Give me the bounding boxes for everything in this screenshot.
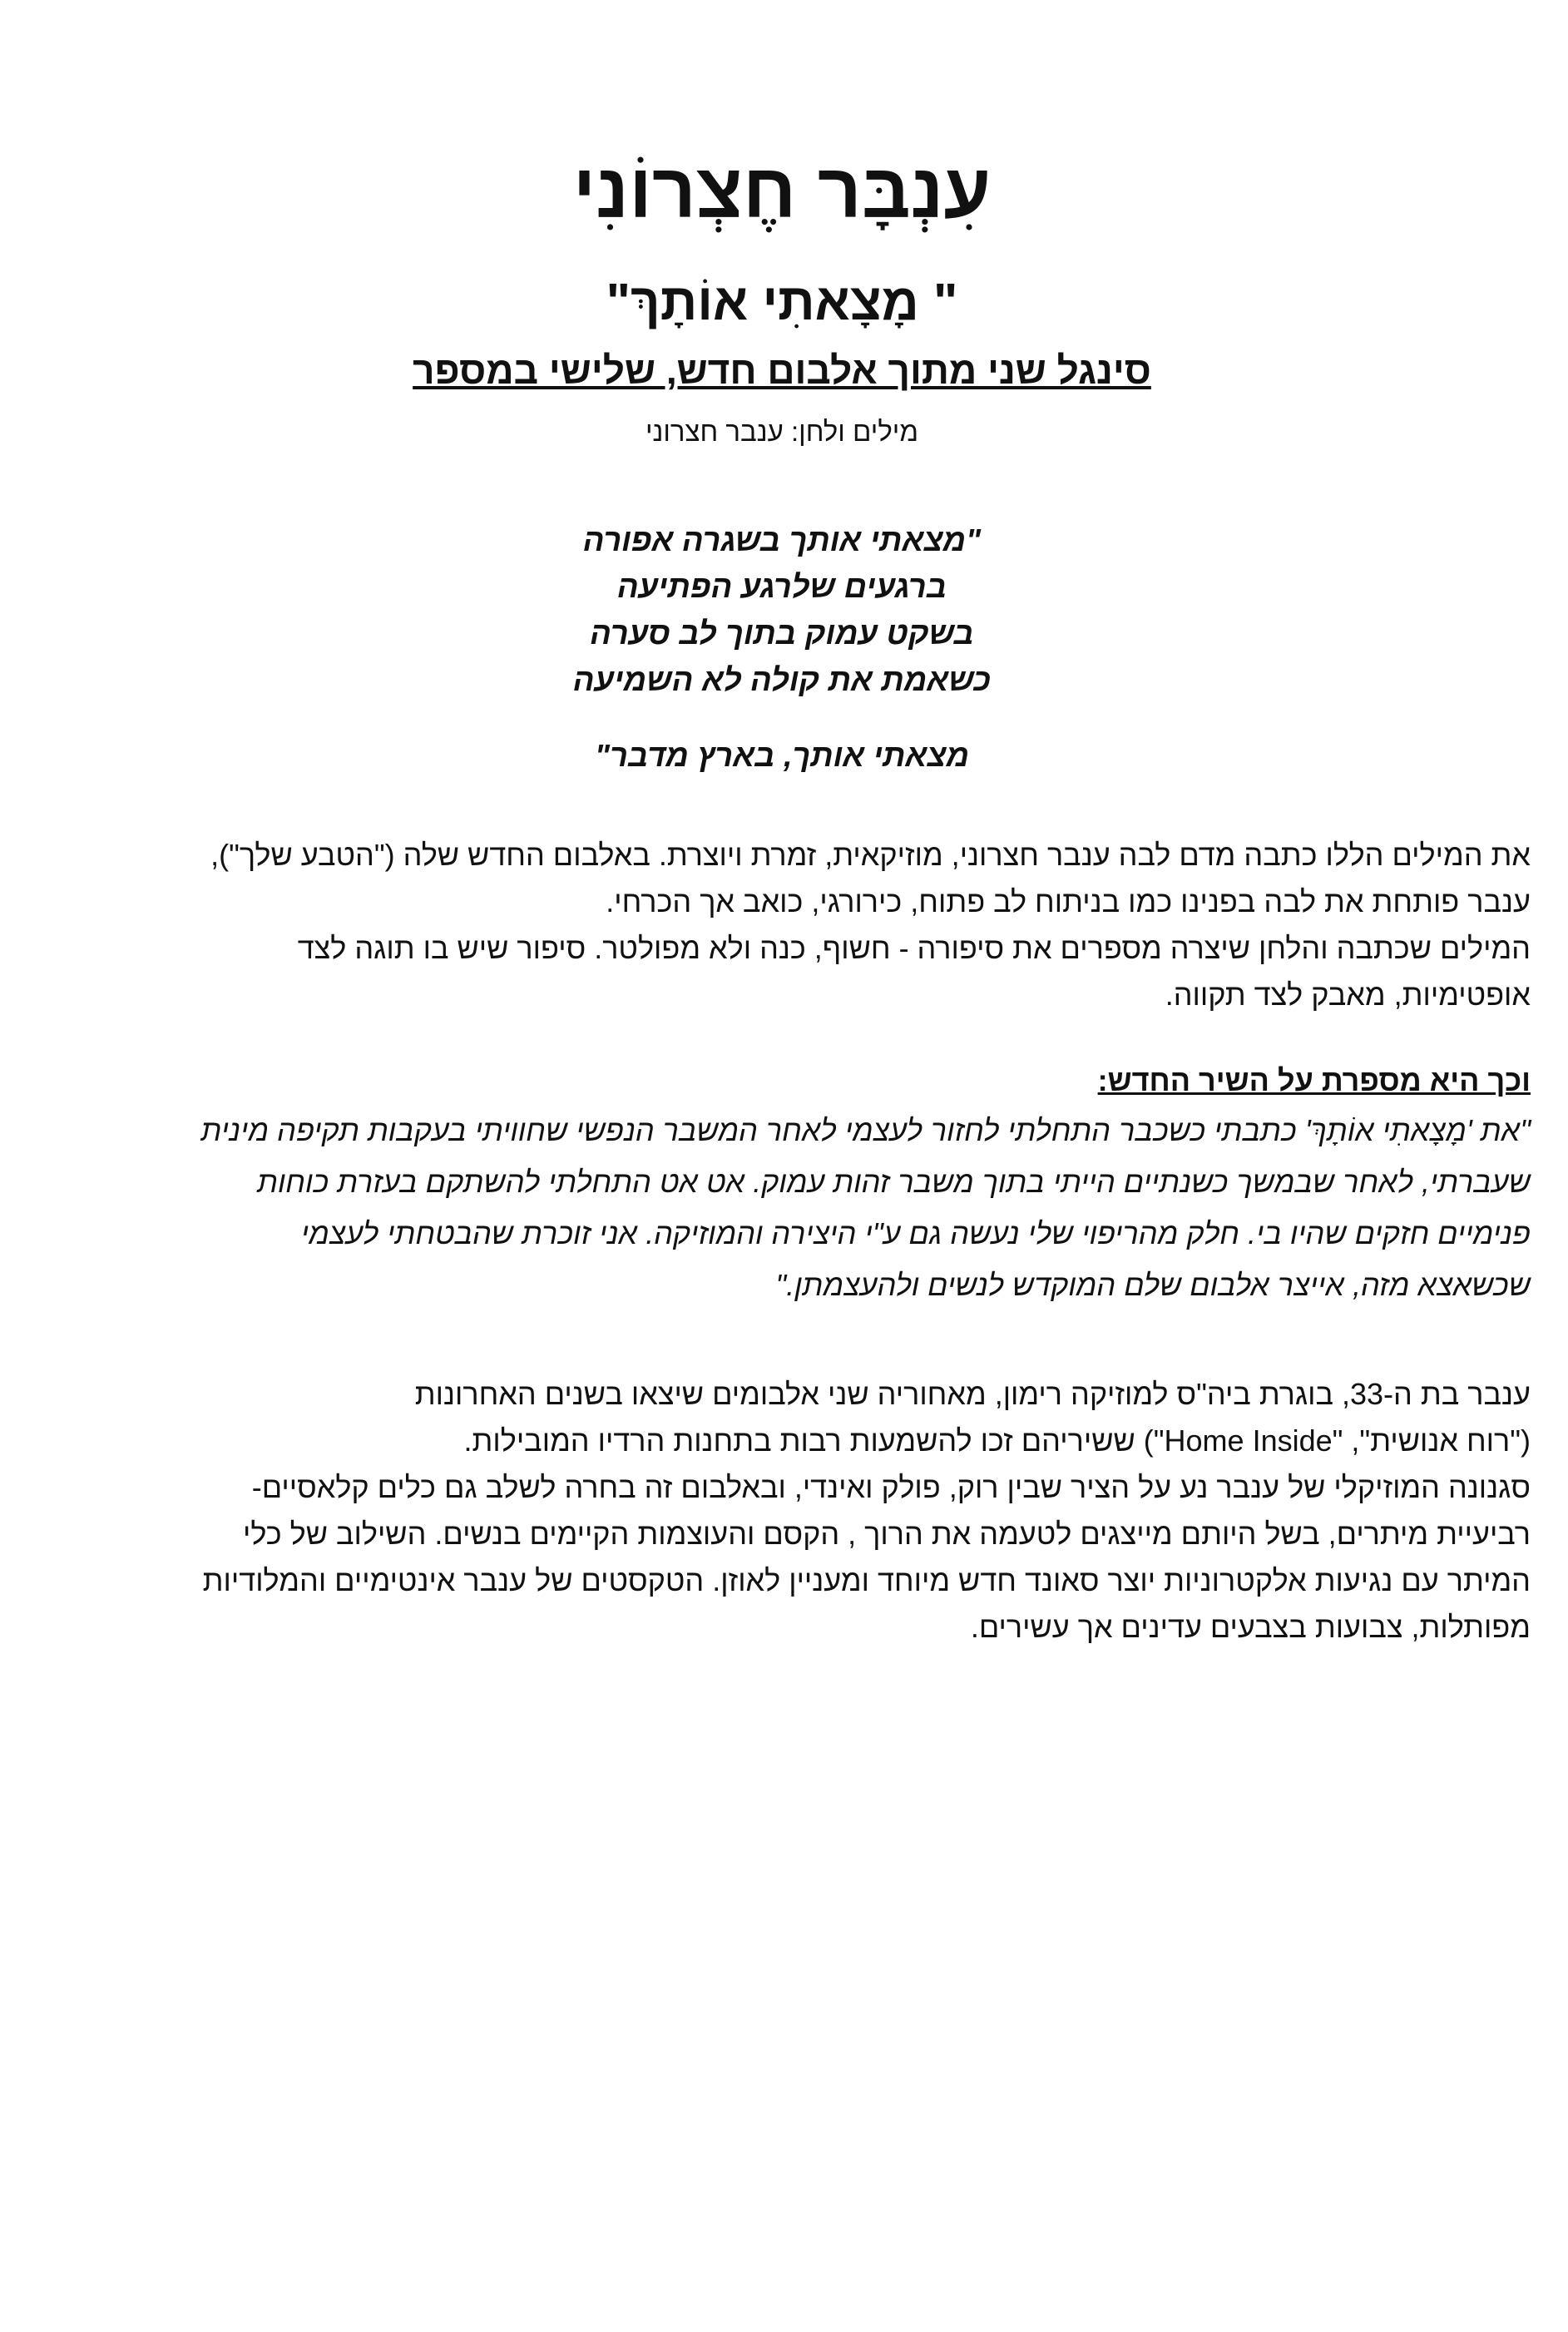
intro-line: המילים שכתבה והלחן שיצרה מספרים את סיפורה - חשוף, כנה ולא מפולטר. סיפור שיש בו תוגה לצד <box>297 931 1531 965</box>
press-release-page <box>33 0 1531 2332</box>
song-story-quote <box>33 1105 1531 1311</box>
intro-line: את המילים הללו כתבה מדם לבה ענבר חצרוני, מוזיקאית, זמרת ויוצרת. באלבום החדש שלה ("הטבע שלך"), <box>210 838 1531 872</box>
lyrics-line: "מצאתי אותך בשגרה אפורה <box>582 523 982 558</box>
artist-name-title: עִנְבָּר חֶצְרוֹנִי <box>572 149 992 234</box>
bio-paragraph <box>33 1371 1531 1651</box>
lyrics-closing-line: מצאתי אותך, בארץ מדבר" <box>594 739 970 774</box>
quote-line: שעברתי, לאחר שבמשך כשנתיים הייתי בתוך משבר זהות עמוק. אט אט התחלתי להשתקם בעזרת כוחות <box>257 1165 1531 1199</box>
bio-line: רביעיית מיתרים, בשל היותם מייצגים לטעמה את הרוך , הקסם והעוצמות הקיימים בנשים. השילוב של כלי <box>243 1517 1531 1551</box>
bio-line: מפותלות, צבועות בצבעים עדינים אך עשירים. <box>970 1610 1531 1644</box>
song-story-heading: וכך היא מספרת על השיר החדש: <box>1097 1063 1531 1097</box>
intro-line: אופטימיות, מאבק לצד תקווה. <box>1165 978 1531 1012</box>
lyrics-line: בשקט עמוק בתוך לב סערה <box>590 616 974 651</box>
intro-line: ענבר פותחת את לבה בפנינו כמו בניתוח לב פתוח, כירורגי, כואב אך הכרחי. <box>606 884 1531 918</box>
single-description: סינגל שני מתוך אלבום חדש, שלישי במספר <box>413 349 1151 392</box>
song-title: " מָצָאתִי אוֹתָךְ" <box>606 274 958 331</box>
quote-line: שכשאצא מזה, אייצר אלבום שלם המוקדש לנשים ולהעצמתן." <box>775 1268 1531 1302</box>
quote-line: פנימיים חזקים שהיו בי. חלק מהריפוי שלי נעשה גם ע"י היצירה והמוזיקה. אני זוכרת שהבטחתי לעצמי <box>300 1216 1531 1250</box>
bio-line: סגנונה המוזיקלי של ענבר נע על הציר שבין רוק, פולק ואינדי, ובאלבום זה בחרה לשלב גם כלים קלאסיים- <box>251 1470 1531 1504</box>
quote-line: "את 'מָצָאתִי אוֹתָךְ' כתבתי כשכבר התחלתי לחזור לעצמי לאחר המשבר הנפשי שחוויתי בעקבות תקיפה מינית <box>200 1113 1531 1147</box>
credits-line: מילים ולחן: ענבר חצרוני <box>645 416 919 447</box>
lyrics-block <box>33 517 1531 704</box>
lyrics-line: ברגעים שלרגע הפתיעה <box>616 570 947 605</box>
intro-paragraph <box>33 832 1531 1018</box>
bio-line: ענבר בת ה-33, בוגרת ביה"ס למוזיקה רימון, מאחוריה שני אלבומים שיצאו בשנים האחרונות <box>414 1377 1531 1411</box>
bio-line: ("רוח אנושית", "Home Inside") ששיריהם זכו להשמעות רבות בתחנות הרדיו המובילות. <box>463 1423 1531 1458</box>
lyrics-line: כשאמת את קולה לא השמיעה <box>572 663 992 698</box>
bio-line: המיתר עם נגיעות אלקטרוניות יוצר סאונד חדש מיוחד ומעניין לאוזן. הטקסטים של ענבר אינטימיים והמלודיות <box>202 1563 1531 1597</box>
